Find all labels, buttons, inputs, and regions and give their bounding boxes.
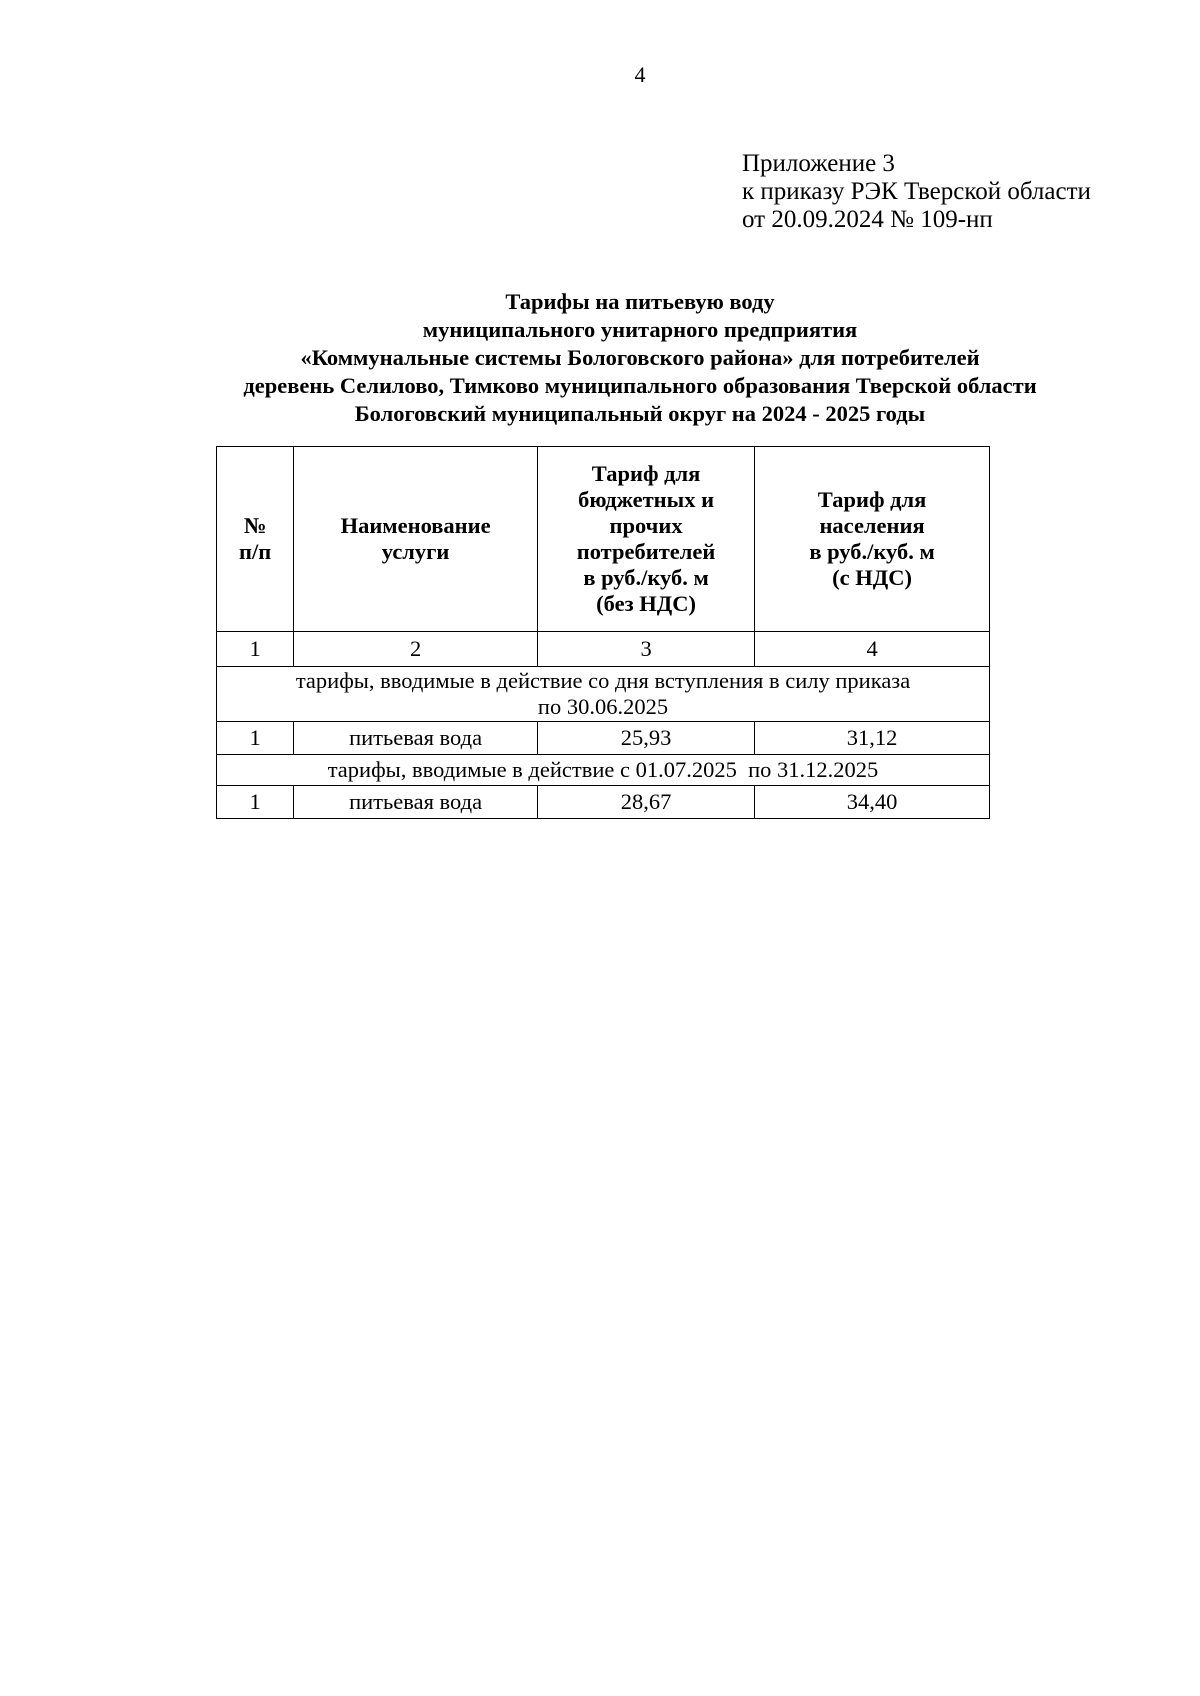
column-number: 2 xyxy=(294,632,538,667)
appendix-line-2: к приказу РЭК Тверской области xyxy=(742,178,1091,205)
column-number: 1 xyxy=(217,632,294,667)
appendix-line-1: Приложение 3 xyxy=(742,150,895,177)
section-header-row xyxy=(217,755,990,786)
row-tariff-budget: 25,93 xyxy=(538,722,755,755)
header-number-line: п/п xyxy=(238,539,272,564)
header-number xyxy=(217,447,294,632)
header-population-line: (с НДС) xyxy=(832,565,912,590)
column-number-row xyxy=(217,632,990,667)
row-tariff-budget: 28,67 xyxy=(538,786,755,819)
column-number: 4 xyxy=(755,632,990,667)
appendix-line-3: от 20.09.2024 № 109-нп xyxy=(742,206,993,233)
header-population-line: Тариф для xyxy=(817,487,927,512)
header-budget-line: бюджетных и xyxy=(578,487,715,512)
title-line-1: Тарифы на питьевую воду xyxy=(505,289,775,314)
appendix-reference xyxy=(742,150,1091,234)
column-number: 3 xyxy=(538,632,755,667)
header-service-name xyxy=(294,447,538,632)
document-title xyxy=(200,288,1080,428)
header-tariff-budget xyxy=(538,447,755,632)
section-label-line: тарифы, вводимые в действие со дня вступления в силу приказа xyxy=(295,668,911,693)
section-label-line: тарифы, вводимые в действие с 01.07.2025 по 31.12.2025 xyxy=(327,757,879,782)
table-header-row xyxy=(217,447,990,632)
section-label-line: по 30.06.2025 xyxy=(537,694,669,719)
header-budget-line: потребителей xyxy=(576,539,716,564)
header-budget-line: (без НДС) xyxy=(596,591,696,616)
header-number-line: № xyxy=(243,513,267,538)
row-number: 1 xyxy=(217,786,294,819)
row-service: питьевая вода xyxy=(294,786,538,819)
header-budget-line: в руб./куб. м xyxy=(583,565,709,590)
table-row xyxy=(217,786,990,819)
header-population-line: в руб./куб. м xyxy=(809,539,935,564)
tariff-table xyxy=(216,446,990,819)
row-tariff-population: 34,40 xyxy=(755,786,990,819)
header-budget-line: Тариф для xyxy=(591,461,701,486)
row-number: 1 xyxy=(217,722,294,755)
header-service-line: Наименование xyxy=(340,513,491,538)
header-population-line: населения xyxy=(819,513,925,538)
section-label xyxy=(217,667,990,722)
row-tariff-population: 31,12 xyxy=(755,722,990,755)
table-row xyxy=(217,722,990,755)
title-line-3: «Коммунальные системы Бологовского района» для потребителей xyxy=(300,345,980,370)
section-label xyxy=(217,755,990,786)
page-number: 4 xyxy=(634,62,646,87)
title-line-5: Бологовский муниципальный округ на 2024 - 2025 годы xyxy=(354,401,926,426)
title-line-4: деревень Селилово, Тимково муниципального образования Тверской области xyxy=(243,373,1037,398)
header-service-line: услуги xyxy=(381,539,450,564)
header-budget-line: прочих xyxy=(609,513,683,538)
title-line-2: муниципального унитарного предприятия xyxy=(422,317,858,342)
header-tariff-population xyxy=(755,447,990,632)
row-service: питьевая вода xyxy=(294,722,538,755)
section-header-row xyxy=(217,667,990,722)
